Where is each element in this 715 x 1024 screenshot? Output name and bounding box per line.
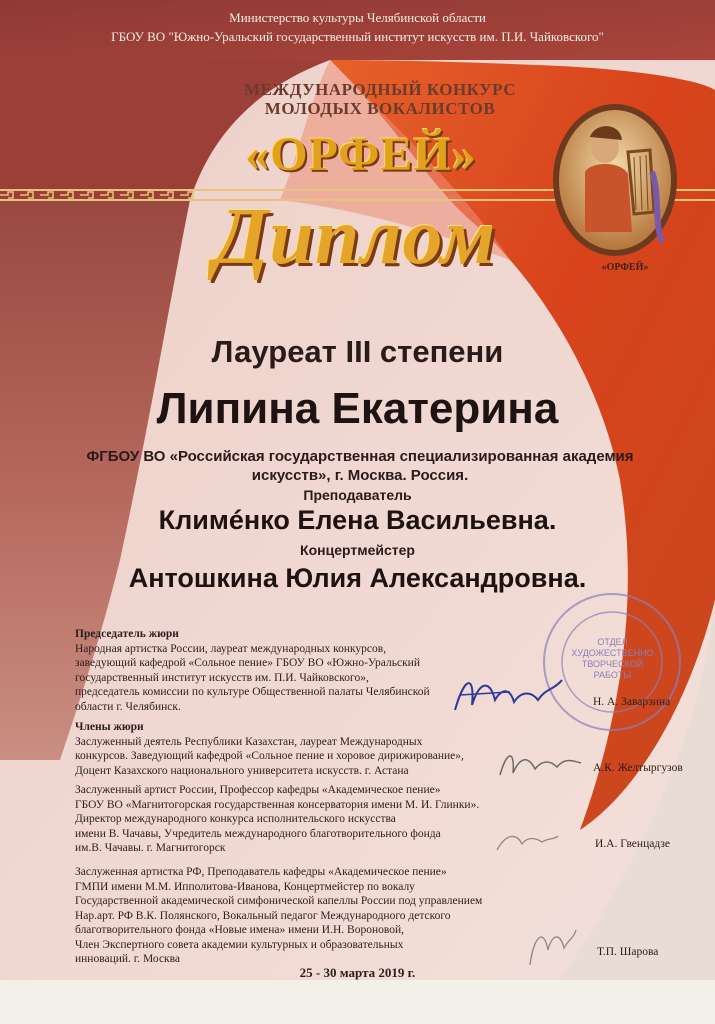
- jury-member-line: Заслуженный артист России, Профессор кафедры «Академическое пение»: [75, 784, 441, 796]
- jury-member-line: Заслуженный деятель Республики Казахстан, лауреат Международных: [75, 735, 423, 748]
- organization-line1: ФГБОУ ВО «Российская государственная специализированная академия: [86, 448, 634, 465]
- member2-signature-icon: [492, 822, 562, 862]
- ministry-header: Министерство культуры Челябинской области: [229, 10, 486, 25]
- jury-member-line: Государственной академической симфонической капеллы России под управлением: [75, 895, 483, 907]
- teacher-label: Преподаватель: [303, 487, 412, 503]
- accompanist-name: Антошкина Юлия Александровна.: [128, 563, 587, 593]
- contest-title-line2: МОЛОДЫХ ВОКАЛИСТОВ: [264, 99, 496, 118]
- institute-header: ГБОУ ВО "Южно-Уральский государственный институт искусств им. П.И. Чайковского": [111, 29, 604, 44]
- jury-member-line: конкурсов. Заведующий кафедрой «Сольное пение и хоровое дирижирование»,: [75, 750, 464, 762]
- teacher-name: Климéнко Елена Васильевна.: [158, 505, 557, 535]
- stamp-text: ОТДЕЛ ХУДОЖЕСТВЕННО ТВОРЧЕСКОЙ РАБОТЫ: [571, 637, 654, 680]
- jury-chair-line: государственный институт искусств им. П.И. Чайковского»,: [75, 671, 369, 684]
- member1-signature-icon: [495, 745, 585, 785]
- jury-member-line: инноваций. г. Москва: [75, 953, 181, 965]
- jury-member-line: ГМПИ имени М.М. Ипполитова-Иванова, Концертмейстер по вокалу: [75, 880, 415, 893]
- jury-members-heading: Члены жюри: [75, 721, 144, 733]
- chair-signature-icon: [450, 670, 570, 720]
- member3-signature-icon: [520, 920, 580, 970]
- contest-date: 25 - 30 марта 2019 г.: [299, 965, 416, 980]
- jury-member-line: Директор международного конкурса исполнительского искусства: [75, 813, 396, 825]
- emblem-caption: «ОРФЕЙ»: [601, 262, 649, 273]
- jury-member-line: Член Экспертного совета академии культурных и образовательных: [75, 938, 404, 951]
- jury-chair-line: председатель комиссии по культуре Общественной палаты Челябинской: [75, 686, 430, 698]
- jury-member2-name: И.А. Гвенцадзе: [595, 838, 670, 850]
- jury-chair-line: области г. Челябинск.: [75, 700, 181, 713]
- jury-member-line: им.В. Чачавы. г. Магнитогорск: [75, 842, 226, 854]
- jury-member-line: ГБОУ ВО «Магнитогорская государственная консерватория имени М. И. Глинки».: [75, 798, 480, 811]
- jury-member-line: Доцент Казахского национального университета искусств. г. Астана: [75, 764, 409, 777]
- laureate-degree: Лауреат III степени: [211, 334, 504, 369]
- jury-member-line: благотворительного фонда «Новые имена» имени И.Н. Вороновой,: [75, 924, 404, 936]
- winner-name: Липина Екатерина: [156, 384, 559, 433]
- orpheus-emblem-icon: [550, 102, 680, 262]
- jury-chair-name: Н. А. Заварзина: [593, 696, 671, 708]
- jury-member-line: Нар.арт. РФ В.К. Полянского, Вокальный педагог Международного детского: [75, 909, 451, 922]
- jury-chair-line: заведующий кафедрой «Сольное пение» ГБОУ ВО «Южно-Уральский: [75, 657, 420, 669]
- jury-member3-block: [75, 865, 482, 967]
- jury-member2-block: [75, 783, 479, 856]
- contest-title-line1: МЕЖДУНАРОДНЫЙ КОНКУРС: [244, 80, 516, 99]
- jury-member1-name: А.К. Желтыргузов: [593, 762, 683, 774]
- jury-chair-block: [75, 627, 430, 714]
- jury-chair-heading: Председатель жюри: [75, 628, 179, 640]
- diploma-title: Диплом: [213, 193, 497, 281]
- jury-member-line: Заслуженная артистка РФ, Преподаватель кафедры «Академическое пение»: [75, 866, 447, 878]
- organization-line2: искусств», г. Москва. Россия.: [251, 467, 469, 484]
- accompanist-label: Концертмейстер: [300, 542, 415, 558]
- jury-member1-block: [75, 720, 464, 778]
- jury-chair-line: Народная артистка России, лауреат международных конкурсов,: [75, 642, 387, 655]
- contest-name: «ОРФЕЙ»: [245, 128, 477, 181]
- jury-member3-name: Т.П. Шарова: [597, 946, 659, 958]
- jury-member-line: имени В. Чачавы, Учредитель международного благотворительного фонда: [75, 827, 441, 840]
